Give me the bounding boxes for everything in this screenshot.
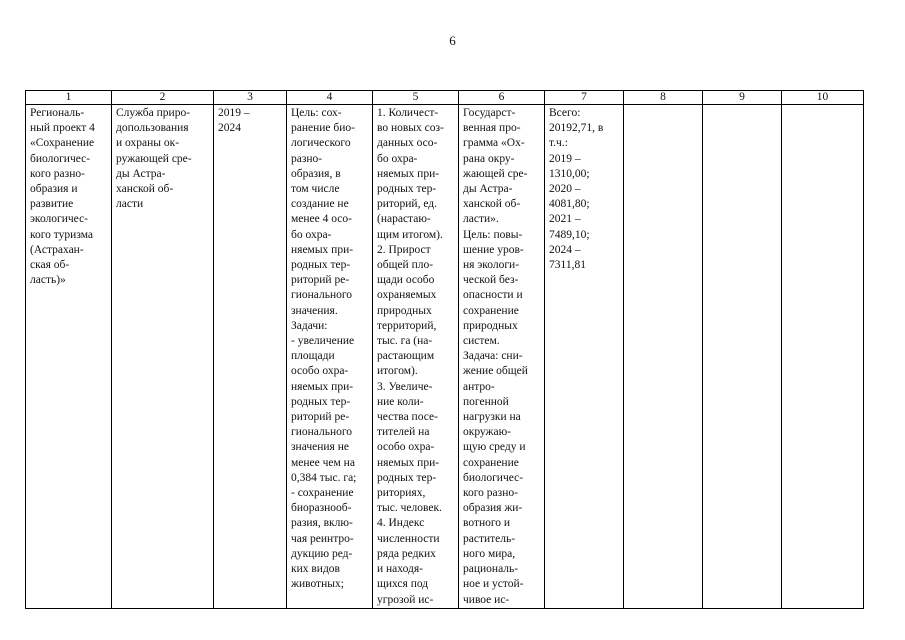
funding-text: Всего: 20192,71, в т.ч.: 2019 – 1310,00; 2020 – 4081,80; 2021 – 7489,10; 2024 – 7311,81 bbox=[549, 107, 604, 272]
header-row bbox=[26, 91, 864, 105]
period-text: 2019 – 2024 bbox=[218, 107, 250, 135]
responsible-text: Служба приро- допользования и охраны ок- ружающей сре- ды Астра- ханской об- ласти bbox=[116, 107, 192, 211]
column-header-8: 8 bbox=[624, 91, 703, 105]
cell-empty-8 bbox=[624, 105, 703, 609]
cell-period bbox=[214, 105, 287, 609]
cell-responsible bbox=[112, 105, 214, 609]
project-name-text: Региональ- ный проект 4 «Сохранение биологичес- кого разно- образия и развитие экологичес- кого туризма (Астрахан- ская об- ласть)» bbox=[30, 107, 95, 287]
page-number: 6 bbox=[449, 33, 456, 48]
table-row bbox=[26, 105, 864, 609]
column-header-1: 1 bbox=[26, 91, 112, 105]
cell-state-program bbox=[459, 105, 545, 609]
column-header-2: 2 bbox=[112, 91, 214, 105]
column-header-4: 4 bbox=[287, 91, 373, 105]
column-9-text bbox=[703, 105, 781, 106]
cell-funding bbox=[545, 105, 624, 609]
cell-indicators bbox=[373, 105, 459, 609]
state-program-text: Государст- венная про- грамма «Ох- рана окру- жающей сре- ды Астра- ханской об- ласти». Цель: повы- шение уров- ня экологи- ческой без- опасности и сохранение природных систем. Задача: сни- жение общей антро- погенной нагрузки на окружаю- щую среду и сохранение биологичес- кого разно- образия жи- вотного и раститель- ного мира, рациональ- ное и устой- чивое ис- bbox=[463, 107, 528, 606]
column-8-text bbox=[624, 105, 702, 106]
column-header-6: 6 bbox=[459, 91, 545, 105]
cell-project-name bbox=[26, 105, 112, 609]
column-header-3: 3 bbox=[214, 91, 287, 105]
cell-empty-9 bbox=[703, 105, 782, 609]
column-10-text bbox=[782, 105, 863, 106]
column-header-7: 7 bbox=[545, 91, 624, 105]
column-header-9: 9 bbox=[703, 91, 782, 105]
cell-empty-10 bbox=[782, 105, 864, 609]
cell-goals bbox=[287, 105, 373, 609]
program-table bbox=[25, 90, 864, 609]
goals-text: Цель: сох- ранение био- логического разно- образия, в том числе создание не менее 4 осо- бо охра- няемых при- родных тер- риторий ре- гионального значения. Задачи: - увеличение площади особо охра- няемых при- родных тер- риторий ре- гионального значения не менее чем на 0,384 тыс. га; - сохранение биоразнооб- разия, вклю- чая реинтро- дукцию ред- ких видов животных; bbox=[291, 107, 357, 591]
column-header-10: 10 bbox=[782, 91, 864, 105]
column-header-5: 5 bbox=[373, 91, 459, 105]
indicators-text: 1. Количест- во новых соз- данных осо- бо охра- няемых при- родных тер- риторий, ед. (нарастаю- щим итогом). 2. Прирост общей пло- щади особо охраняемых природных территорий, тыс. га (на- растающим итогом). 3. Увеличе- ние коли- чества посе- тителей на особо охра- няемых при- родных тер- риториях, тыс. человек. 4. Индекс численности ряда редких и находя- щихся под угрозой ис- bbox=[377, 107, 444, 606]
